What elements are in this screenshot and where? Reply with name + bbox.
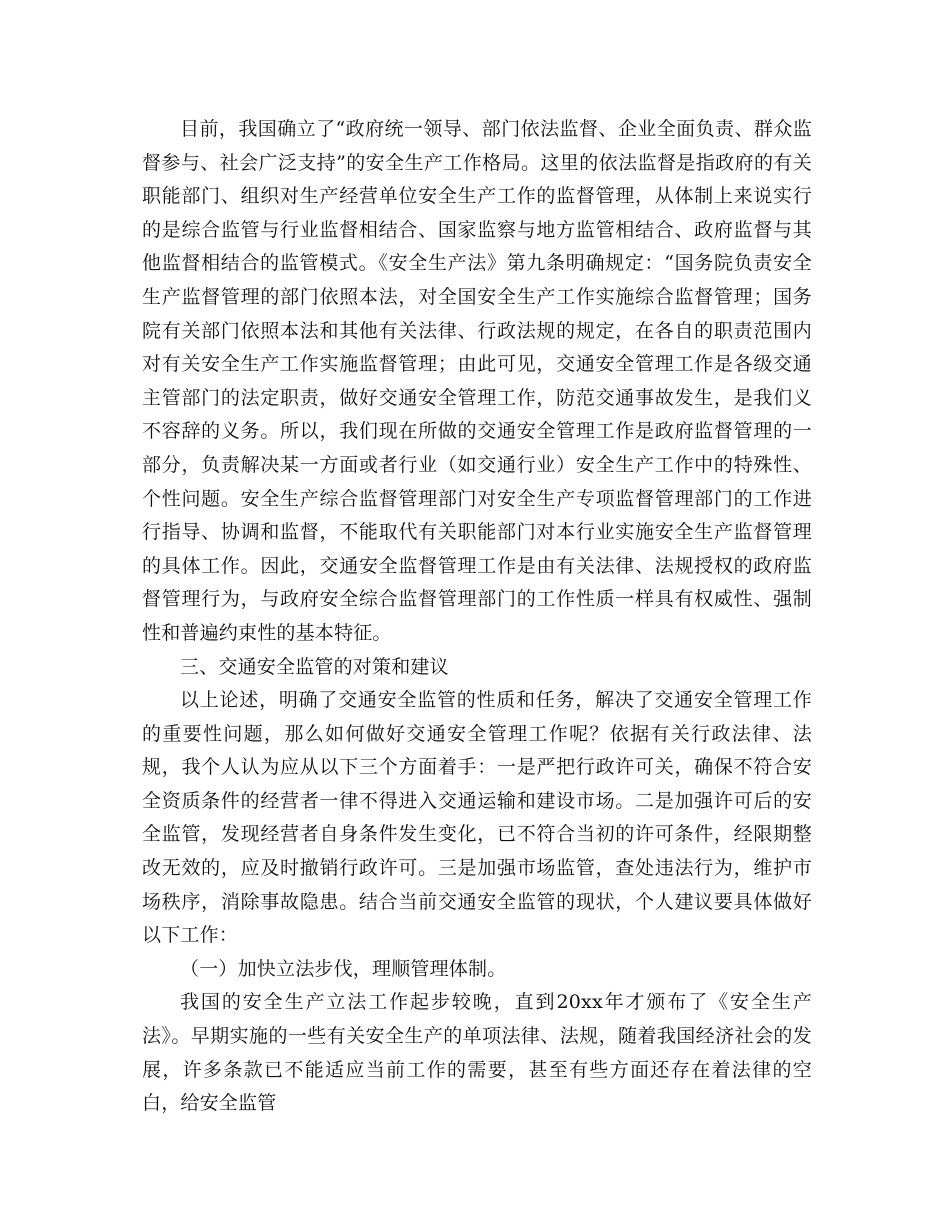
paragraph-supervision-system: 目前，我国确立了“政府统一领导、部门依法监督、企业全面负责、群众监督参与、社会广泛支持”的安全生产工作格局。这里的依法监督是指政府的有关职能部门、组织对生产经营单位安全生产工作的监督管理，从体制上来说实行的是综合监管与行业监督相结合、国家监察与地方监管相结合、政府监督与其他监督相结合的监管模式。《安全生产法》第九条明确规定：“国务院负责安全生产监督管理的部门依照本法，对全国安全生产工作实施综合监督管理；国务院有关部门依照本法和其他有关法律、行政法规的规定，在各自的职责范围内对有关安全生产工作实施监督管理；由此可见，交通安全管理工作是各级交通主管部门的法定职责，做好交通安全管理工作，防范交通事故发生，是我们义不容辞的义务。所以，我们现在所做的交通安全管理工作是政府监督管理的一部分，负责解决某一方面或者行业（如交通行业）安全生产工作中的特殊性、个性问题。安全生产综合监督管理部门对安全生产专项监督管理部门的工作进行指导、协调和监督，不能取代有关职能部门对本行业实施安全生产监督管理的具体工作。因此，交通安全监督管理工作是由有关法律、法规授权的政府监督管理行为，与政府安全综合监督管理部门的工作性质一样具有权威性、强制性和普遍约束性的基本特征。 [142,118,812,644]
section-heading-countermeasures: 三、交通安全监管的对策和建议 [180,655,449,678]
paragraph-three-aspects: 以上论述，明确了交通安全监管的性质和任务，解决了交通安全管理工作的重要性问题，那么如何做好交通安全管理工作呢？依据有关行政法律、法规，我个人认为应从以下三个方面着手：一是严把行政许可关，确保不符合安全资质条件的经营者一律不得进入交通运输和建设市场。二是加强许可后的安全监管，发现经营者自身条件发生变化，已不符合当初的许可条件，经限期整改无效的，应及时撤销行政许可。三是加强市场监管，查处违法行为，维护市场秩序，消除事故隐患。结合当前交通安全监管的现状，个人建议要具体做好以下工作： [142,689,812,947]
paragraph-legislation: 我国的安全生产立法工作起步较晚，直到20xx年才颁布了《安全生产法》。早期实施的一些有关安全生产的单项法律、法规，随着我国经济社会的发展，许多条款已不能适应当前工作的需要，甚至有些方面还存在着法律的空白，给安全监管 [142,991,812,1115]
document-body [142,113,812,1121]
subheading-legislation: （一）加快立法步伐，理顺管理体制。 [180,957,507,980]
